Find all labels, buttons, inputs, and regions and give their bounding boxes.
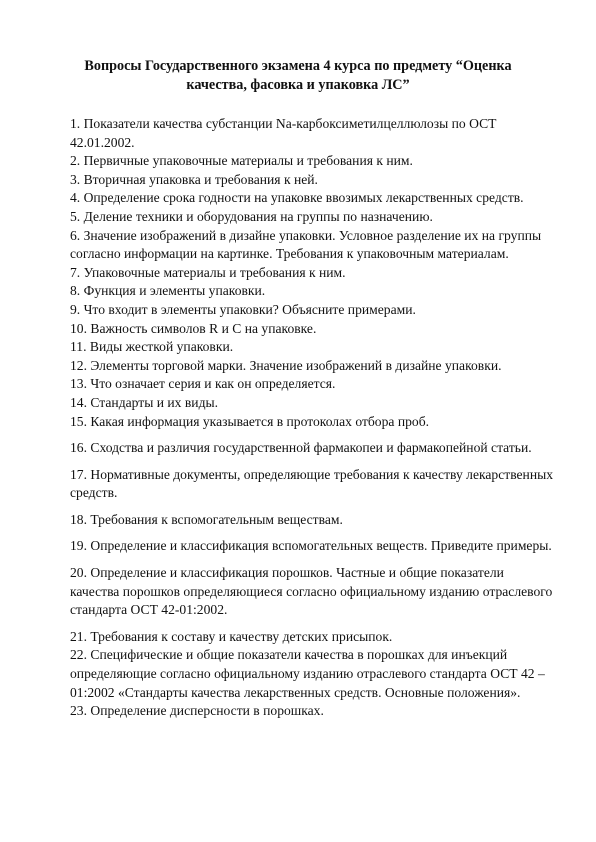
list-item: 11. Виды жесткой упаковки. <box>70 339 234 355</box>
list-item: 5. Деление техники и оборудования на группы по назначению. <box>70 208 433 224</box>
list-item: 7. Упаковочные материалы и требования к ним. <box>70 264 346 280</box>
list-item: 21. Требования к составу и качеству детских присыпок. <box>70 628 393 644</box>
list-item: 4. Определение срока годности на упаковке ввозимых лекарственных средств. <box>70 190 524 206</box>
list-item: 15. Какая информация указывается в протоколах отбора проб. <box>70 413 430 429</box>
list-item: 22. Специфические и общие показатели качества в порошках для инъекций определяющие согласно официальному изданию отраслевого стандарта ОСТ 42 – 01:2002 «Стандарты качества лекарственных средств. Основные положения». <box>70 647 545 700</box>
document-title: Вопросы Государственного экзамена 4 курса по предмету “Оценка качества, фасовка и упаковка ЛС” <box>84 58 512 93</box>
list-item: 17. Нормативные документы, определяющие требования к качеству лекарственных средств. <box>70 466 554 501</box>
list-item: 13. Что означает серия и как он определяется. <box>70 376 336 392</box>
list-item: 8. Функция и элементы упаковки. <box>70 283 266 299</box>
list-item: 1. Показатели качества субстанции Na-карбоксиметилцеллюлозы по ОСТ 42.01.2002. <box>70 116 497 150</box>
list-item: 9. Что входит в элементы упаковки? Объясните примерами. <box>70 301 416 317</box>
list-item: 14. Стандарты и их виды. <box>70 394 219 410</box>
list-item: 6. Значение изображений в дизайне упаковки. Условное разделение их на группы согласно информации на картинке. Требования к упаковочным материалам. <box>70 227 542 262</box>
list-item: 20. Определение и классификация порошков. Частные и общие показатели качества порошков определяющиеся согласно официальному изданию отраслевого стандарта ОСТ 42-01:2002. <box>70 565 553 618</box>
list-item: 19. Определение и классификация вспомогательных веществ. Приведите примеры. <box>70 538 552 554</box>
list-item: 18. Требования к вспомогательным веществам. <box>70 511 343 527</box>
list-item: 10. Важность символов R и С на упаковке. <box>70 320 317 336</box>
list-item: 23. Определение дисперсности в порошках. <box>70 703 324 719</box>
list-item: 12. Элементы торговой марки. Значение изображений в дизайне упаковки. <box>70 357 502 373</box>
list-item: 3. Вторичная упаковка и требования к ней. <box>70 171 318 187</box>
list-item: 2. Первичные упаковочные материалы и требования к ним. <box>70 153 413 169</box>
list-item: 16. Сходства и различия государственной фармакопеи и фармакопейной статьи. <box>70 440 532 456</box>
question-list <box>70 115 556 721</box>
